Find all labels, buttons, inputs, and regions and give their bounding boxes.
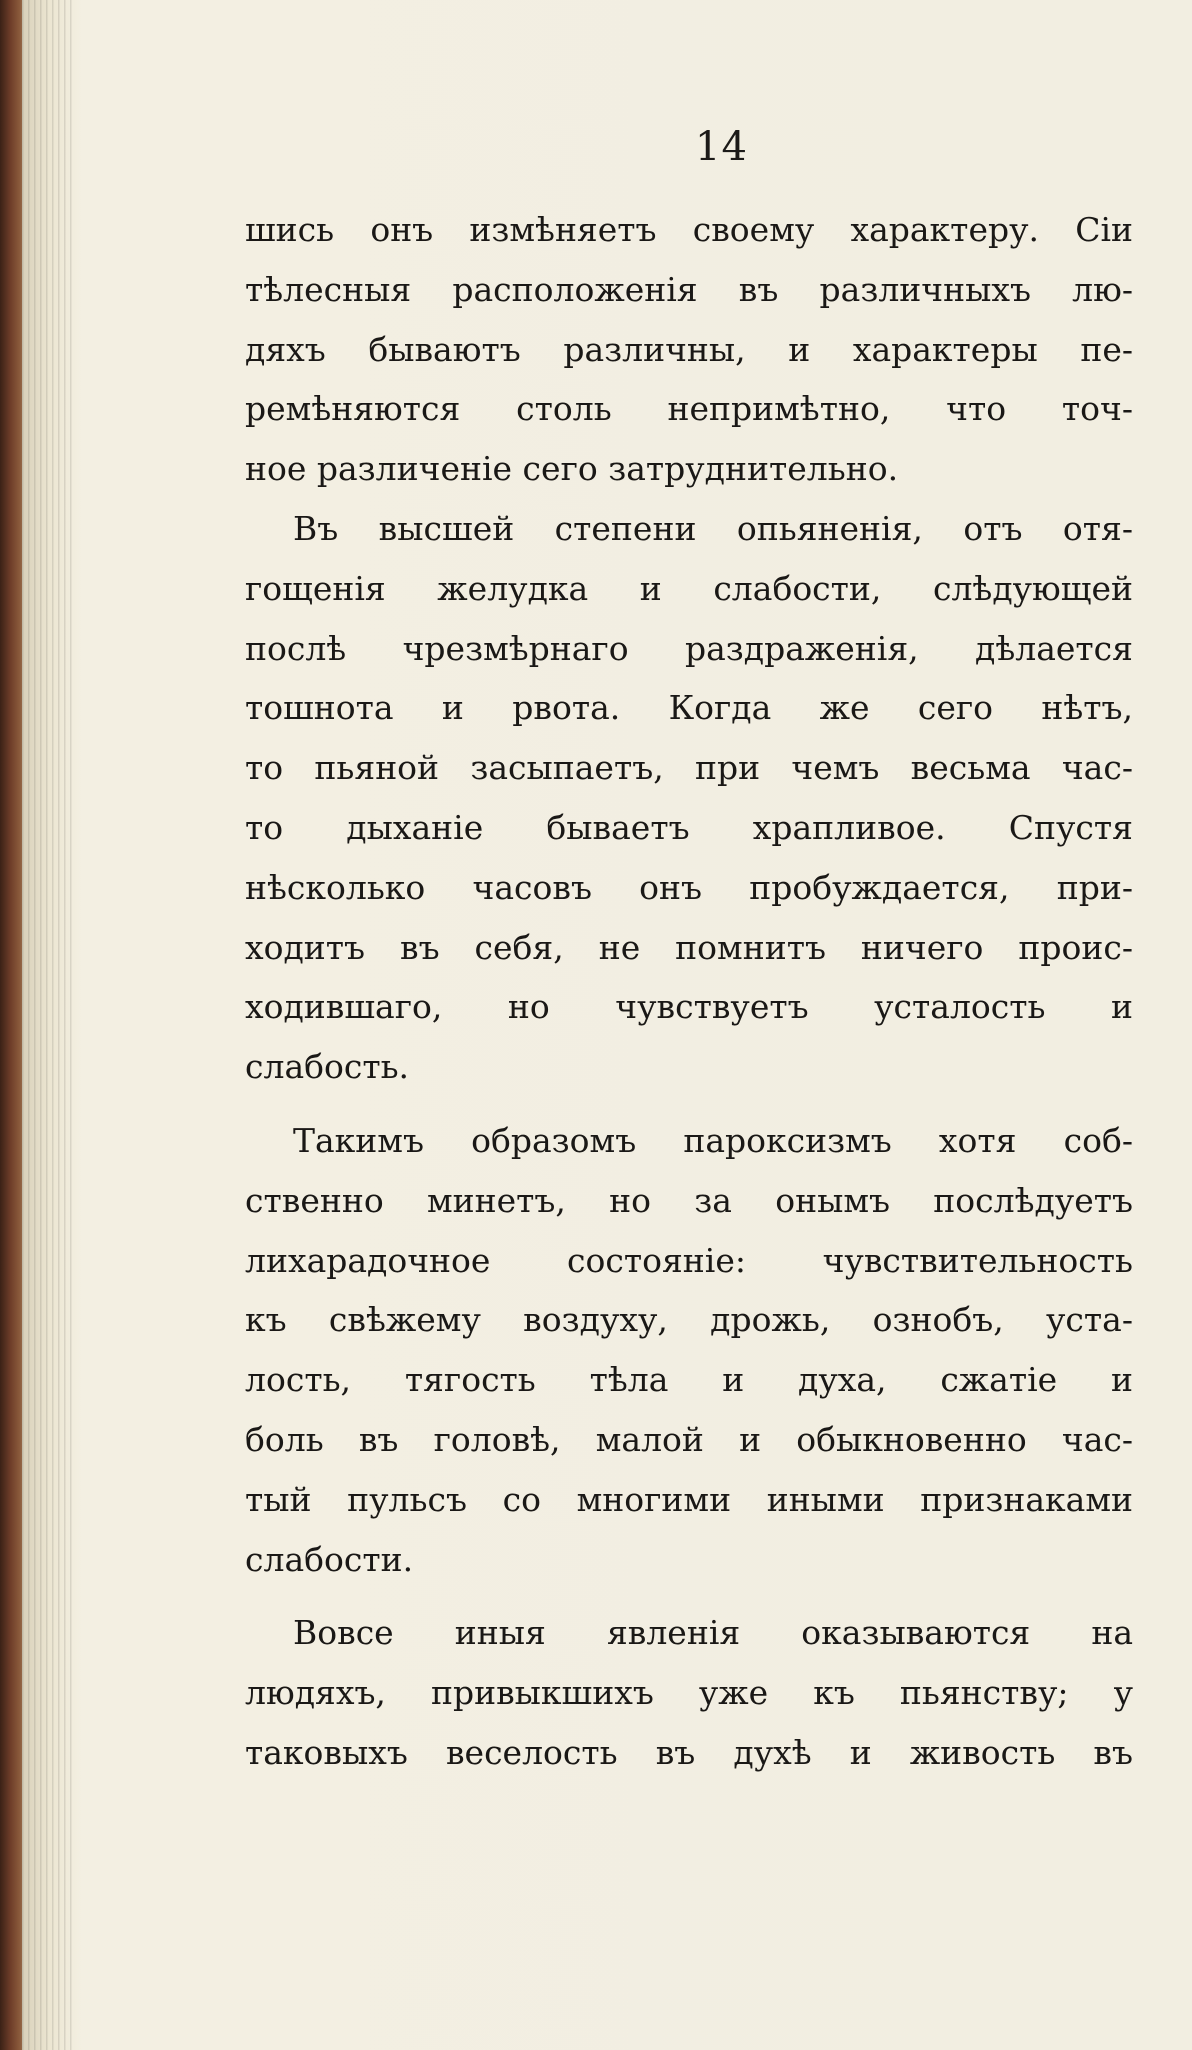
text-line: лихарадочное состояніе: чувствительность xyxy=(245,1240,1133,1280)
text-line: слабость. xyxy=(245,1047,410,1087)
text-line: то пьяной засыпаетъ, при чемъ весьма час- xyxy=(245,748,1133,788)
text-line: ходитъ въ себя, не помнитъ ничего проис- xyxy=(245,927,1133,967)
text-line: боль въ головѣ, малой и обыкновенно час- xyxy=(245,1419,1133,1459)
text-line: дяхъ бываютъ различны, и характеры пе- xyxy=(245,329,1133,369)
paragraph xyxy=(245,499,1133,1097)
text-line: Въ высшей степени опьяненія, отъ отя- xyxy=(293,508,1133,548)
text-line: шись онъ измѣняетъ своему характеру. Сіи xyxy=(245,210,1133,249)
text-line: ственно минетъ, но за онымъ послѣдуетъ xyxy=(245,1180,1133,1220)
text-line: слабости. xyxy=(245,1539,414,1579)
text-line: то дыханіе бываетъ храпливое. Спустя xyxy=(245,807,1133,847)
paragraph xyxy=(245,200,1133,499)
text-line: ходившаго, но чувствуетъ усталость и xyxy=(245,987,1133,1027)
text-line: людяхъ, привыкшихъ уже къ пьянству; у xyxy=(245,1673,1133,1713)
paragraph xyxy=(245,1603,1133,1782)
text-line: послѣ чрезмѣрнаго раздраженія, дѣлается xyxy=(245,628,1133,668)
text-line: тый пульсъ со многими иными признаками xyxy=(245,1479,1133,1519)
text-line: Такимъ образомъ пароксизмъ хотя соб- xyxy=(293,1120,1133,1160)
paragraph xyxy=(245,1111,1133,1589)
text-line: ремѣняются столь непримѣтно, что точ- xyxy=(245,389,1133,429)
text-line: къ свѣжему воздуху, дрожь, ознобъ, уста- xyxy=(245,1300,1133,1340)
text-line: таковыхъ веселость въ духѣ и живость въ xyxy=(245,1732,1133,1772)
text-line: нѣсколько часовъ онъ пробуждается, при- xyxy=(245,867,1133,907)
text-line: тошнота и рвота. Когда же сего нѣтъ, xyxy=(245,688,1133,728)
text-line: гощенія желудка и слабости, слѣдующей xyxy=(245,568,1133,608)
text-line: ное различеніе сего затруднительно. xyxy=(245,449,899,489)
text-line: лость, тягость тѣла и духа, сжатіе и xyxy=(245,1360,1133,1400)
page-edges xyxy=(22,0,72,2050)
body-text xyxy=(245,200,1133,1783)
text-line: тѣлесныя расположенія въ различныхъ лю- xyxy=(245,269,1133,309)
page-number: 14 xyxy=(695,124,748,170)
text-line: Вовсе иныя явленія оказываются на xyxy=(293,1613,1133,1653)
